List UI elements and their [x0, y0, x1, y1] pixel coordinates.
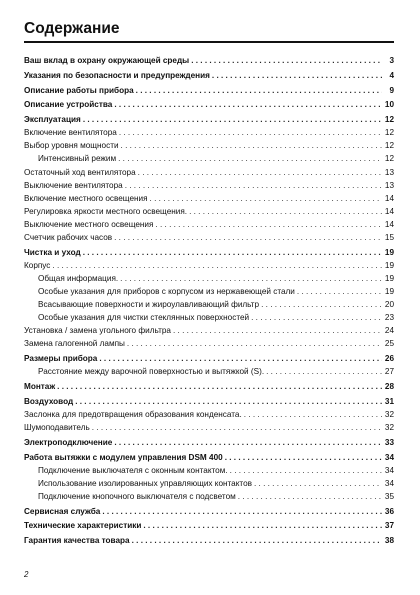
- toc-entry-label: Регулировка яркости местного освещения.: [24, 206, 188, 216]
- toc-leader-dots: [254, 477, 382, 490]
- toc-leader-dots: [75, 395, 382, 408]
- toc-entry[interactable]: [24, 436, 394, 449]
- toc-leader-dots: [251, 311, 382, 324]
- toc-entry-page: 20: [384, 300, 394, 310]
- toc-leader-dots: [143, 519, 382, 532]
- toc-entry[interactable]: [24, 246, 394, 259]
- toc-entry-label: Ваш вклад в охрану окружающей среды: [24, 56, 190, 65]
- toc-entry[interactable]: [24, 192, 394, 205]
- toc-leader-dots: [114, 231, 382, 244]
- toc-entry[interactable]: [24, 218, 394, 231]
- toc-entry-page: 13: [384, 167, 394, 177]
- toc-entry[interactable]: [24, 451, 394, 464]
- toc-entry-label: Выключение местного освещения: [24, 219, 154, 229]
- toc-leader-dots: [118, 152, 382, 165]
- toc-leader-dots: [83, 113, 382, 126]
- toc-leader-dots: [99, 352, 382, 365]
- toc-leader-dots: [114, 98, 382, 111]
- toc-entry[interactable]: [24, 98, 394, 111]
- toc-entry[interactable]: [24, 408, 394, 421]
- toc-entry[interactable]: [24, 285, 394, 298]
- toc-entry-label: Включение вентилятора: [24, 128, 117, 138]
- toc-entry[interactable]: [24, 337, 394, 350]
- toc-entry-label: Гарантия качества товара: [24, 536, 130, 546]
- toc-entry-page: 12: [384, 154, 394, 164]
- toc-entry-label: Остаточный ход вентилятора: [24, 167, 136, 177]
- toc-entry-label: Выбор уровня мощности: [24, 141, 119, 151]
- toc-entry[interactable]: [24, 205, 394, 218]
- toc-entry-label: Выключение вентилятора: [24, 180, 123, 190]
- toc-entry-page: 34: [384, 452, 394, 462]
- toc-leader-dots: [121, 139, 382, 152]
- toc-leader-dots: [261, 298, 382, 311]
- toc-leader-dots: [127, 337, 382, 350]
- toc-entry-label: Установка / замена угольного фильтра: [24, 326, 171, 336]
- toc-entry-page: 12: [384, 128, 394, 138]
- toc-entry-label: Чистка и уход: [24, 247, 81, 257]
- toc-entry-page: 14: [384, 193, 394, 203]
- toc-entry[interactable]: [24, 126, 394, 139]
- toc-entry-page: 25: [384, 339, 394, 349]
- toc-leader-dots: [212, 69, 382, 82]
- toc-entry-label: Расстояние между варочной поверхностью и вытяжкой (S).: [38, 367, 265, 377]
- toc-leader-dots: [52, 259, 382, 272]
- toc-entry-page: 37: [384, 521, 394, 531]
- toc-leader-dots: [138, 166, 382, 179]
- toc-leader-dots: [155, 218, 382, 231]
- toc-entry-page: 24: [384, 326, 394, 336]
- toc-leader-dots: [189, 205, 382, 218]
- toc-entry-page: 33: [384, 437, 394, 447]
- toc-entry-label: Работа вытяжки с модулем управления DSM 400: [24, 452, 223, 462]
- toc-entry[interactable]: [24, 477, 394, 490]
- toc-entry[interactable]: [24, 113, 394, 126]
- page-title: Содержание: [24, 20, 120, 37]
- toc-leader-dots: [238, 490, 382, 503]
- toc-entry-label: Технические характеристики: [24, 521, 142, 531]
- toc-entry-label: Счетчик рабочих часов: [24, 232, 113, 242]
- toc-entry-label: Указания по безопасности и предупреждения: [24, 70, 210, 80]
- toc-entry[interactable]: [24, 519, 394, 532]
- toc-entry-page: 10: [384, 100, 394, 110]
- toc-entry-page: 13: [384, 180, 394, 190]
- toc-leader-dots: [230, 464, 382, 477]
- toc-entry-page: 19: [384, 273, 394, 283]
- toc-leader-dots: [92, 421, 382, 434]
- toc-entry-page: 23: [384, 313, 394, 323]
- toc-entry-label: Особые указания для чистки стеклянных поверхностей: [38, 313, 250, 323]
- toc-entry[interactable]: [24, 395, 394, 408]
- toc-entry-label: Воздуховод: [24, 396, 74, 406]
- toc-entry-page: 15: [384, 232, 394, 242]
- toc-leader-dots: [191, 54, 382, 67]
- toc-leader-dots: [244, 408, 382, 421]
- page-number: 2: [24, 570, 29, 579]
- toc-entry-label: Сервисная служба: [24, 506, 101, 516]
- toc-entry-page: 34: [384, 478, 394, 488]
- toc-entry-page: 36: [384, 506, 394, 516]
- toc-leader-dots: [225, 451, 382, 464]
- toc-entry-page: 28: [384, 382, 394, 392]
- toc-entry-page: 31: [384, 396, 394, 406]
- toc-entry-page: 19: [384, 247, 394, 257]
- toc-entry[interactable]: [24, 505, 394, 518]
- toc-entry-label: Общая информация.: [38, 273, 119, 283]
- toc-entry[interactable]: [24, 421, 394, 434]
- toc-entry-label: Монтаж: [24, 382, 56, 392]
- toc-entry-page: 26: [384, 354, 394, 364]
- toc-entry-page: 34: [384, 465, 394, 475]
- toc-entry-label: Корпус: [24, 260, 51, 270]
- toc-leader-dots: [297, 285, 382, 298]
- toc-entry-page: 32: [384, 423, 394, 433]
- table-of-contents: [24, 54, 394, 547]
- toc-entry-page: 12: [384, 115, 394, 125]
- toc-entry-label: Описание работы прибора: [24, 85, 134, 95]
- toc-entry-label: Заслонка для предотвращения образования конденсата.: [24, 409, 242, 419]
- toc-entry-page: 35: [384, 491, 394, 501]
- toc-entry-label: Эксплуатация: [24, 115, 81, 125]
- toc-entry[interactable]: [24, 179, 394, 192]
- toc-entry[interactable]: [24, 352, 394, 365]
- toc-entry[interactable]: [24, 534, 394, 547]
- toc-entry-page: 32: [384, 409, 394, 419]
- toc-leader-dots: [83, 246, 382, 259]
- toc-entry-label: Подключение кнопочного выключателя с подсветом: [38, 491, 236, 501]
- toc-leader-dots: [119, 126, 382, 139]
- toc-entry-label: Размеры прибора: [24, 354, 98, 364]
- toc-entry[interactable]: [24, 324, 394, 337]
- toc-leader-dots: [114, 436, 382, 449]
- toc-entry[interactable]: [24, 231, 394, 244]
- toc-entry[interactable]: [24, 272, 394, 285]
- toc-entry[interactable]: [24, 152, 394, 165]
- toc-entry[interactable]: [24, 84, 394, 97]
- title-rule: [24, 41, 394, 43]
- toc-entry-page: 4: [389, 70, 394, 80]
- toc-entry-label: Использование изолированных управляющих контактов: [38, 478, 252, 488]
- toc-entry-label: Описание устройства: [24, 100, 113, 110]
- toc-entry[interactable]: [24, 69, 394, 82]
- toc-entry-label: Шумоподавитель: [24, 423, 90, 433]
- toc-entry[interactable]: [24, 380, 394, 393]
- toc-leader-dots: [136, 84, 382, 97]
- toc-leader-dots: [120, 272, 382, 285]
- toc-leader-dots: [150, 192, 382, 205]
- toc-entry-page: 9: [389, 85, 394, 95]
- toc-entry-label: Электроподключение: [24, 437, 113, 447]
- toc-entry-page: 19: [384, 287, 394, 297]
- toc-entry-label: Всасывающие поверхности и жироулавливающий фильтр: [38, 300, 260, 310]
- toc-entry[interactable]: [24, 464, 394, 477]
- toc-entry-page: 19: [384, 260, 394, 270]
- toc-entry[interactable]: [24, 365, 394, 378]
- toc-leader-dots: [266, 365, 382, 378]
- toc-leader-dots: [125, 179, 382, 192]
- toc-leader-dots: [173, 324, 382, 337]
- toc-entry[interactable]: [24, 54, 394, 67]
- toc-leader-dots: [102, 505, 382, 518]
- toc-entry[interactable]: [24, 311, 394, 324]
- toc-entry-page: 14: [384, 219, 394, 229]
- toc-entry[interactable]: [24, 298, 394, 311]
- toc-entry-page: 3: [389, 56, 394, 65]
- toc-entry-label: Включение местного освещения: [24, 193, 148, 203]
- toc-entry-page: 14: [384, 206, 394, 216]
- toc-entry-page: 38: [384, 536, 394, 546]
- toc-entry[interactable]: [24, 166, 394, 179]
- toc-leader-dots: [57, 380, 382, 393]
- toc-entry-label: Особые указания для приборов с корпусом из нержавеющей стали: [38, 287, 295, 297]
- toc-leader-dots: [132, 534, 382, 547]
- toc-entry[interactable]: [24, 139, 394, 152]
- toc-entry[interactable]: [24, 259, 394, 272]
- toc-entry-label: Интенсивный режим: [38, 154, 117, 164]
- toc-entry-page: 12: [384, 141, 394, 151]
- toc-entry[interactable]: [24, 490, 394, 503]
- toc-entry-label: Подключение выключателя с оконным контактом.: [38, 465, 228, 475]
- toc-entry-page: 27: [384, 367, 394, 377]
- toc-entry-label: Замена галогенной лампы: [24, 339, 125, 349]
